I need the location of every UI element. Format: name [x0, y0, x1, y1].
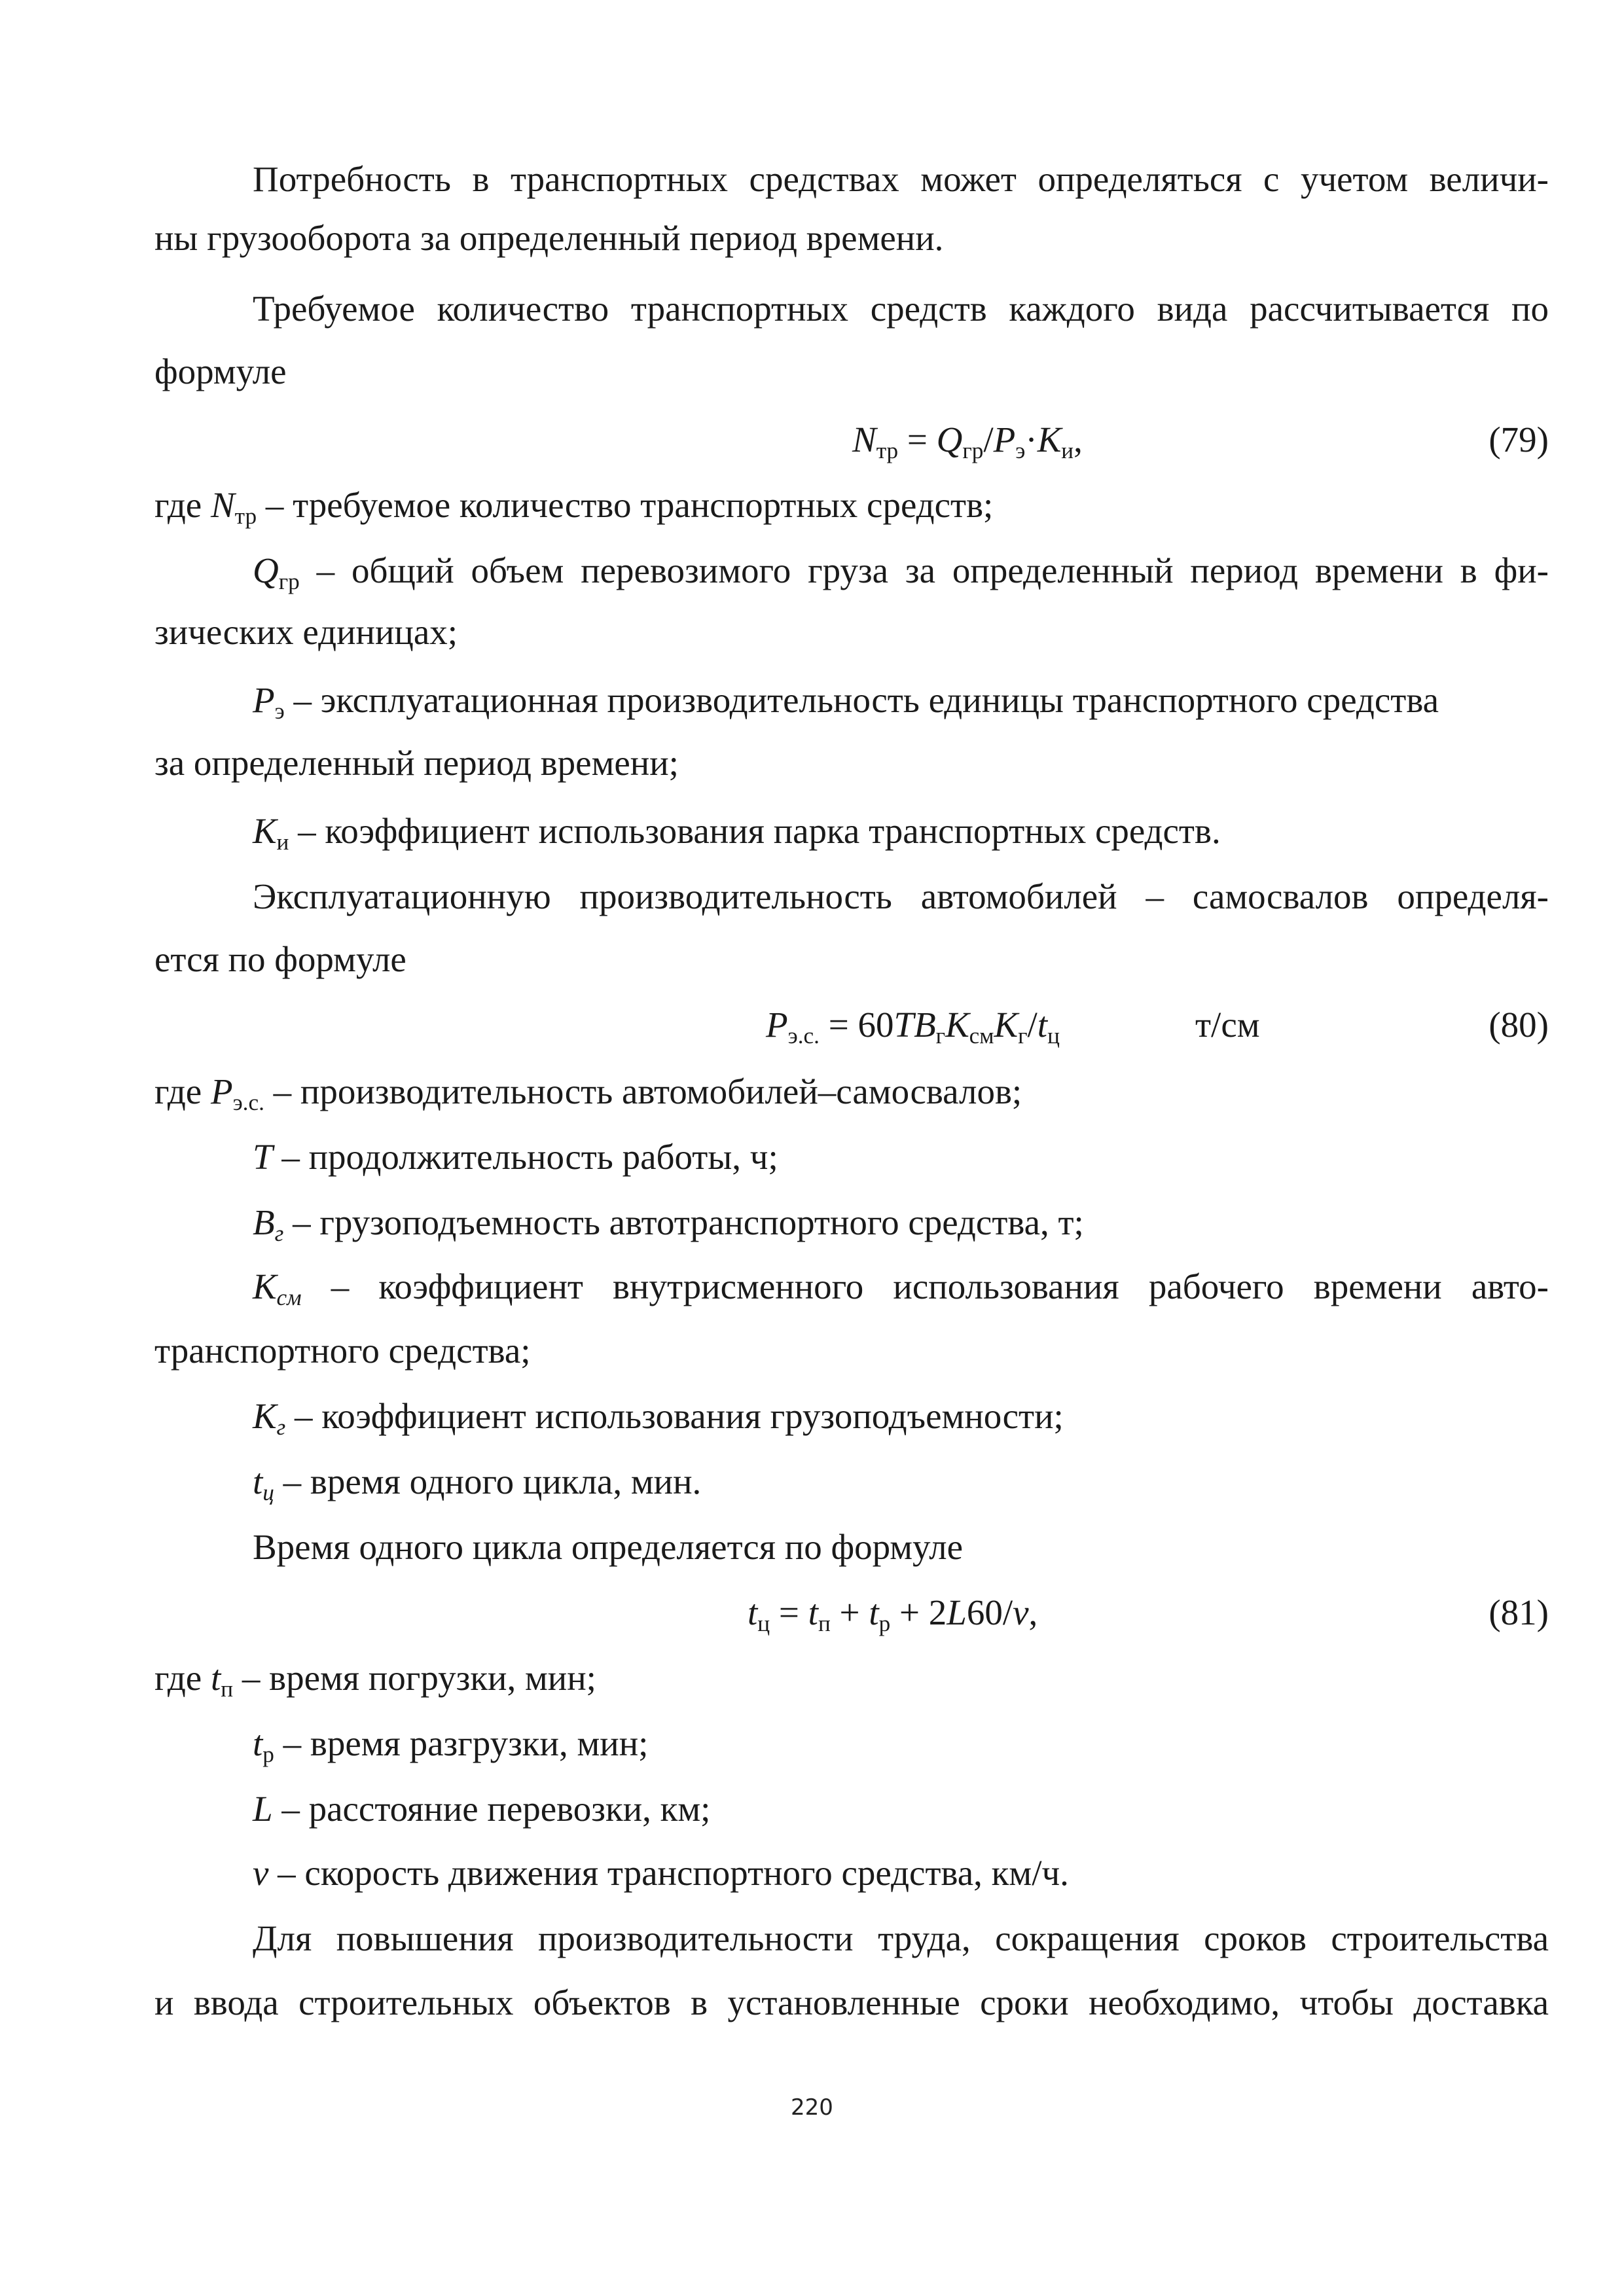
definition-t: T – продолжительность работы, ч;	[253, 1137, 778, 1177]
equation-number-81: (81)	[1489, 1592, 1549, 1632]
formula-80: $P_{э.с.} = 60TB_гК_{см}К_г/t_ц$	[766, 1005, 1060, 1049]
paragraph-1-line-2: ны грузооборота за определенный период времени.	[154, 218, 944, 258]
definition-qgr-line-1: $Q_{гр}$ – общий объем перевозимого груза за определенный период времени в фи-	[253, 550, 1549, 594]
definition-tr: $t_р$ – время разгрузки, мин;	[253, 1723, 649, 1767]
paragraph-2-line-1: Требуемое количество транспортных средств каждого вида рассчитывается по	[253, 289, 1549, 329]
equation-number-79: (79)	[1489, 420, 1549, 459]
formula-79: $N_{тр} = Q_{гр}/P_э\cdot К_и$,	[852, 420, 1083, 463]
paragraph-5-line-1: Для повышения производительности труда, сокращения сроков строительства	[253, 1918, 1549, 1958]
definition-qgr-line-2: зических единицах;	[154, 612, 458, 652]
definition-tc: $t_ц$ – время одного цикла, мин.	[253, 1462, 702, 1505]
definition-ki: $К_и$ – коэффициент использования парка транспортных средств.	[253, 811, 1221, 855]
definition-v: v – скорость движения транспортного средства, км/ч.	[253, 1853, 1069, 1893]
formula-80-unit: т/см	[1195, 1005, 1260, 1045]
definition-tp: где $t_п$ – время погрузки, мин;	[154, 1658, 596, 1702]
paragraph-3-line-1: Эксплуатационную производительность автомобилей – самосвалов определя-	[253, 876, 1549, 916]
definition-ntr: где $N_{тр}$ – требуемое количество транспортных средств;	[154, 485, 994, 529]
paragraph-3-line-2: ется по формуле	[154, 939, 406, 979]
definition-l: L – расстояние перевозки, км;	[253, 1789, 711, 1829]
paragraph-4: Время одного цикла определяется по формуле	[253, 1527, 963, 1567]
definition-pe-line-1: $P_э$ – эксплуатационная производительность единицы транспортного средства	[253, 680, 1439, 724]
paragraph-5-line-2: и ввода строительных объектов в установленные сроки необходимо, чтобы доставка	[154, 1982, 1549, 2022]
page-number: 220	[791, 2094, 833, 2121]
definition-kg: $К_г$ – коэффициент использования грузоподъемности;	[253, 1396, 1064, 1440]
definition-pe-line-2: за определенный период времени;	[154, 743, 679, 783]
definition-bg: $B_г$ – грузоподъемность автотранспортного средства, т;	[253, 1202, 1084, 1246]
definition-pes: где $P_{э.с.}$ – производительность автомобилей–самосвалов;	[154, 1071, 1022, 1115]
definition-ksm-line-1: $К_{см}$ – коэффициент внутрисменного использования рабочего времени авто-	[253, 1266, 1549, 1310]
paragraph-2-line-2: формуле	[154, 351, 287, 391]
definition-ksm-line-2: транспортного средства;	[154, 1331, 531, 1371]
formula-81: $t_ц = t_п + t_р + 2L60/v$,	[748, 1592, 1038, 1636]
equation-number-80: (80)	[1489, 1005, 1549, 1045]
paragraph-1-line-1: Потребность в транспортных средствах может определяться с учетом величи-	[253, 159, 1549, 199]
